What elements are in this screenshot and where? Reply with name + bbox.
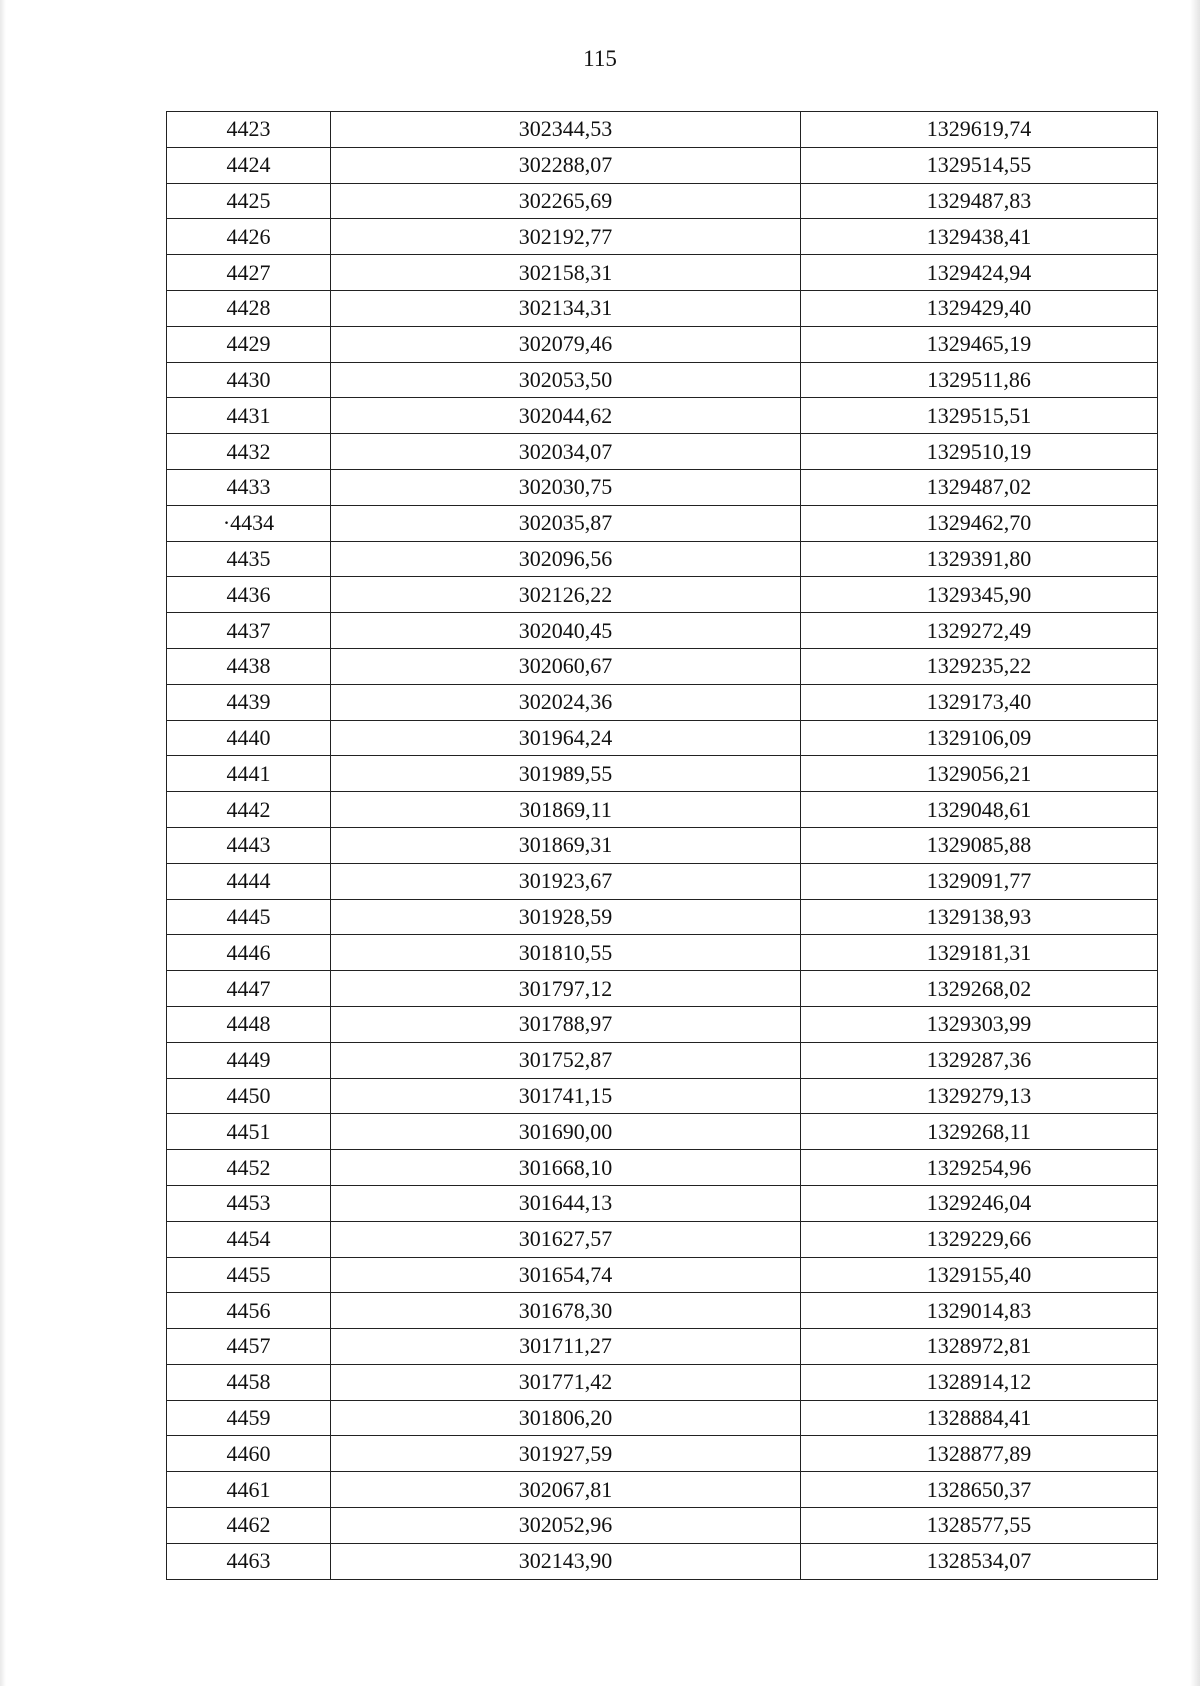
x-coordinate-cell: 301752,87 (331, 1042, 801, 1078)
y-coordinate-cell: 1329173,40 (801, 684, 1158, 720)
point-number-cell: 4436 (167, 577, 331, 613)
table-row (167, 1006, 1158, 1042)
point-number-cell: 4423 (167, 112, 331, 148)
table-row (167, 899, 1158, 935)
y-coordinate-cell: 1329465,19 (801, 326, 1158, 362)
y-coordinate-cell: 1329155,40 (801, 1257, 1158, 1293)
x-coordinate-cell: 301644,13 (331, 1185, 801, 1221)
coordinates-table-body (167, 112, 1158, 1580)
y-coordinate-cell: 1329487,83 (801, 183, 1158, 219)
x-coordinate-cell: 302158,31 (331, 255, 801, 291)
table-row (167, 863, 1158, 899)
point-number-cell: 4459 (167, 1400, 331, 1436)
table-row (167, 1508, 1158, 1544)
point-number-cell: 4435 (167, 541, 331, 577)
table-row (167, 505, 1158, 541)
point-number-cell: 4450 (167, 1078, 331, 1114)
x-coordinate-cell: 301989,55 (331, 756, 801, 792)
y-coordinate-cell: 1329514,55 (801, 147, 1158, 183)
x-coordinate-cell: 302265,69 (331, 183, 801, 219)
scan-edge-right (1190, 0, 1200, 1686)
table-row (167, 1329, 1158, 1365)
y-coordinate-cell: 1329106,09 (801, 720, 1158, 756)
table-row (167, 1114, 1158, 1150)
x-coordinate-cell: 302040,45 (331, 613, 801, 649)
y-coordinate-cell: 1329229,66 (801, 1221, 1158, 1257)
x-coordinate-cell: 301810,55 (331, 935, 801, 971)
x-coordinate-cell: 301928,59 (331, 899, 801, 935)
table-row (167, 398, 1158, 434)
x-coordinate-cell: 302096,56 (331, 541, 801, 577)
y-coordinate-cell: 1329268,02 (801, 971, 1158, 1007)
point-number-cell: 4463 (167, 1543, 331, 1579)
table-row (167, 577, 1158, 613)
point-number-cell: 4455 (167, 1257, 331, 1293)
x-coordinate-cell: 301869,31 (331, 827, 801, 863)
y-coordinate-cell: 1329287,36 (801, 1042, 1158, 1078)
y-coordinate-cell: 1328577,55 (801, 1508, 1158, 1544)
table-row (167, 1472, 1158, 1508)
x-coordinate-cell: 301741,15 (331, 1078, 801, 1114)
x-coordinate-cell: 302024,36 (331, 684, 801, 720)
x-coordinate-cell: 302052,96 (331, 1508, 801, 1544)
y-coordinate-cell: 1329515,51 (801, 398, 1158, 434)
y-coordinate-cell: 1329254,96 (801, 1150, 1158, 1186)
point-number-cell: 4429 (167, 326, 331, 362)
x-coordinate-cell: 301654,74 (331, 1257, 801, 1293)
y-coordinate-cell: 1329462,70 (801, 505, 1158, 541)
x-coordinate-cell: 301690,00 (331, 1114, 801, 1150)
point-number-cell: 4430 (167, 362, 331, 398)
point-number-cell: 4456 (167, 1293, 331, 1329)
table-row (167, 112, 1158, 148)
point-number-cell: 4445 (167, 899, 331, 935)
y-coordinate-cell: 1328914,12 (801, 1364, 1158, 1400)
y-coordinate-cell: 1329487,02 (801, 469, 1158, 505)
table-row (167, 1293, 1158, 1329)
table-row (167, 971, 1158, 1007)
x-coordinate-cell: 302344,53 (331, 112, 801, 148)
x-coordinate-cell: 301771,42 (331, 1364, 801, 1400)
table-row (167, 147, 1158, 183)
page-number: 115 (583, 46, 617, 71)
x-coordinate-cell: 302034,07 (331, 434, 801, 470)
point-number-cell: 4426 (167, 219, 331, 255)
y-coordinate-cell: 1329438,41 (801, 219, 1158, 255)
y-coordinate-cell: 1329391,80 (801, 541, 1158, 577)
y-coordinate-cell: 1329619,74 (801, 112, 1158, 148)
table-row (167, 290, 1158, 326)
point-number-cell: 4452 (167, 1150, 331, 1186)
x-coordinate-cell: 302067,81 (331, 1472, 801, 1508)
y-coordinate-cell: 1328972,81 (801, 1329, 1158, 1365)
y-coordinate-cell: 1329091,77 (801, 863, 1158, 899)
y-coordinate-cell: 1329048,61 (801, 792, 1158, 828)
table-row (167, 1543, 1158, 1579)
table-row (167, 756, 1158, 792)
coordinates-table (166, 111, 1158, 1580)
y-coordinate-cell: 1329268,11 (801, 1114, 1158, 1150)
table-row (167, 720, 1158, 756)
x-coordinate-cell: 301668,10 (331, 1150, 801, 1186)
point-number-cell: 4458 (167, 1364, 331, 1400)
table-row (167, 183, 1158, 219)
point-number-cell: 4432 (167, 434, 331, 470)
table-row (167, 362, 1158, 398)
table-row (167, 1436, 1158, 1472)
x-coordinate-cell: 302035,87 (331, 505, 801, 541)
x-coordinate-cell: 302288,07 (331, 147, 801, 183)
x-coordinate-cell: 302134,31 (331, 290, 801, 326)
point-number-cell: 4442 (167, 792, 331, 828)
table-row (167, 827, 1158, 863)
table-row (167, 469, 1158, 505)
table-row (167, 1150, 1158, 1186)
x-coordinate-cell: 301678,30 (331, 1293, 801, 1329)
y-coordinate-cell: 1329511,86 (801, 362, 1158, 398)
point-number-cell: 4451 (167, 1114, 331, 1150)
x-coordinate-cell: 301797,12 (331, 971, 801, 1007)
point-number-cell: 4437 (167, 613, 331, 649)
point-number-cell: 4447 (167, 971, 331, 1007)
point-number-cell: 4440 (167, 720, 331, 756)
point-number-cell: 4427 (167, 255, 331, 291)
y-coordinate-cell: 1329424,94 (801, 255, 1158, 291)
x-coordinate-cell: 302079,46 (331, 326, 801, 362)
table-row (167, 1221, 1158, 1257)
x-coordinate-cell: 302060,67 (331, 648, 801, 684)
point-number-cell: 4428 (167, 290, 331, 326)
point-number-cell: 4444 (167, 863, 331, 899)
point-number-cell: 4462 (167, 1508, 331, 1544)
point-number-cell: 4425 (167, 183, 331, 219)
point-number-cell: 4439 (167, 684, 331, 720)
table-row (167, 648, 1158, 684)
table-row (167, 541, 1158, 577)
y-coordinate-cell: 1329014,83 (801, 1293, 1158, 1329)
point-number-cell: 4453 (167, 1185, 331, 1221)
point-number-cell: 4438 (167, 648, 331, 684)
x-coordinate-cell: 301964,24 (331, 720, 801, 756)
y-coordinate-cell: 1328877,89 (801, 1436, 1158, 1472)
x-coordinate-cell: 302126,22 (331, 577, 801, 613)
y-coordinate-cell: 1329429,40 (801, 290, 1158, 326)
point-number-cell: 4446 (167, 935, 331, 971)
x-coordinate-cell: 302044,62 (331, 398, 801, 434)
y-coordinate-cell: 1329345,90 (801, 577, 1158, 613)
table-row (167, 684, 1158, 720)
x-coordinate-cell: 302143,90 (331, 1543, 801, 1579)
y-coordinate-cell: 1328650,37 (801, 1472, 1158, 1508)
point-number-cell: 4424 (167, 147, 331, 183)
table-row (167, 434, 1158, 470)
point-number-cell: 4449 (167, 1042, 331, 1078)
x-coordinate-cell: 301869,11 (331, 792, 801, 828)
y-coordinate-cell: 1329181,31 (801, 935, 1158, 971)
x-coordinate-cell: 302053,50 (331, 362, 801, 398)
y-coordinate-cell: 1329235,22 (801, 648, 1158, 684)
x-coordinate-cell: 302030,75 (331, 469, 801, 505)
point-number-cell: 4448 (167, 1006, 331, 1042)
point-number-cell: 4457 (167, 1329, 331, 1365)
point-number-cell: 4433 (167, 469, 331, 505)
table-row (167, 792, 1158, 828)
y-coordinate-cell: 1329303,99 (801, 1006, 1158, 1042)
y-coordinate-cell: 1329085,88 (801, 827, 1158, 863)
x-coordinate-cell: 301806,20 (331, 1400, 801, 1436)
point-number-cell: 4461 (167, 1472, 331, 1508)
x-coordinate-cell: 301627,57 (331, 1221, 801, 1257)
y-coordinate-cell: 1329510,19 (801, 434, 1158, 470)
table-row (167, 1042, 1158, 1078)
point-number-cell: ·4434 (167, 505, 331, 541)
x-coordinate-cell: 301927,59 (331, 1436, 801, 1472)
y-coordinate-cell: 1328534,07 (801, 1543, 1158, 1579)
x-coordinate-cell: 301788,97 (331, 1006, 801, 1042)
y-coordinate-cell: 1329246,04 (801, 1185, 1158, 1221)
y-coordinate-cell: 1329138,93 (801, 899, 1158, 935)
table-row (167, 326, 1158, 362)
x-coordinate-cell: 301923,67 (331, 863, 801, 899)
point-number-cell: 4441 (167, 756, 331, 792)
table-row (167, 255, 1158, 291)
y-coordinate-cell: 1329272,49 (801, 613, 1158, 649)
point-number-cell: 4454 (167, 1221, 331, 1257)
table-row (167, 1364, 1158, 1400)
x-coordinate-cell: 301711,27 (331, 1329, 801, 1365)
scan-edge-left (0, 0, 6, 1686)
table-row (167, 1257, 1158, 1293)
table-row (167, 219, 1158, 255)
y-coordinate-cell: 1328884,41 (801, 1400, 1158, 1436)
y-coordinate-cell: 1329279,13 (801, 1078, 1158, 1114)
table-row (167, 1400, 1158, 1436)
point-number-cell: 4460 (167, 1436, 331, 1472)
table-row (167, 1078, 1158, 1114)
y-coordinate-cell: 1329056,21 (801, 756, 1158, 792)
point-number-cell: 4443 (167, 827, 331, 863)
table-row (167, 935, 1158, 971)
point-number-cell: 4431 (167, 398, 331, 434)
x-coordinate-cell: 302192,77 (331, 219, 801, 255)
table-row (167, 613, 1158, 649)
table-row (167, 1185, 1158, 1221)
